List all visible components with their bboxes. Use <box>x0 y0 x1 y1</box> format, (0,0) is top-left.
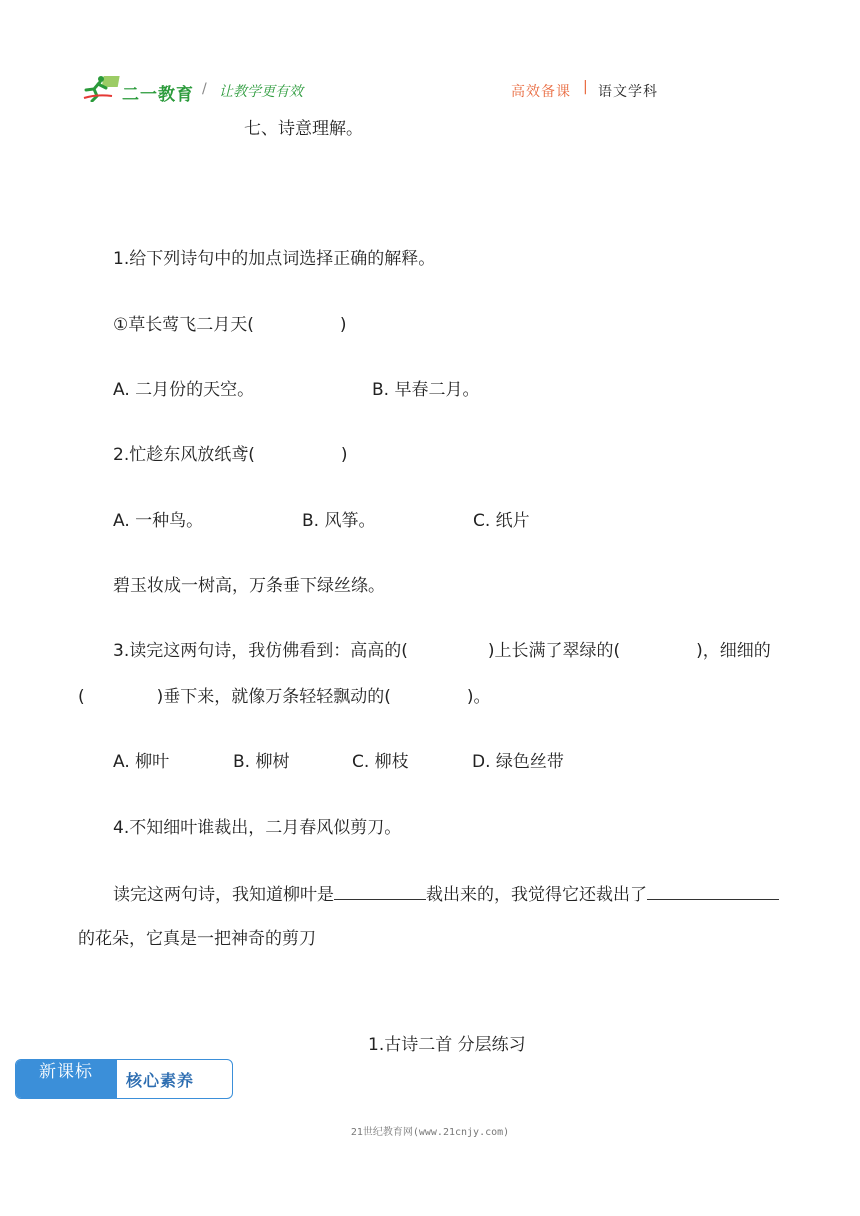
q1-item1-text: ①草长莺飞二月天( <box>113 315 254 335</box>
option-b: B. 柳树 <box>233 752 290 772</box>
header-slash: / <box>202 81 207 97</box>
q3-part6: )。 <box>466 687 491 707</box>
q3-line1 <box>113 639 771 663</box>
q4-part1: 读完这两句诗，我知道柳叶是 <box>113 885 334 905</box>
slogan: 让教学更有效 <box>219 84 303 100</box>
option-a: A. 柳叶 <box>113 752 170 772</box>
option-b: B. 风筝。 <box>302 511 376 531</box>
q4-line2: 的花朵，它真是一把神奇的剪刀 <box>78 929 316 949</box>
q3-part1: 3.读完这两句诗，我仿佛看到：高高的( <box>113 641 408 661</box>
lesson-title: 1.古诗二首 分层练习 <box>368 1035 526 1055</box>
q2-item <box>113 443 348 467</box>
q4-line1 <box>113 881 779 907</box>
q3-part2: )上长满了翠绿的( <box>487 641 621 661</box>
q3-part3: )，细细的 <box>696 641 771 661</box>
answer-underline <box>647 881 779 900</box>
badge-core-literacy: 核心素养 <box>126 1071 195 1090</box>
option-c: C. 柳枝 <box>352 752 409 772</box>
option-a: A. 一种鸟。 <box>113 511 204 531</box>
option-b: B. 早春二月。 <box>372 380 480 400</box>
poem-line: 碧玉妆成一树高，万条垂下绿丝绦。 <box>113 576 385 596</box>
option-c: C. 纸片 <box>473 511 530 531</box>
q3-part4: ( <box>78 687 85 707</box>
q1-item1 <box>113 313 347 337</box>
answer-underline <box>334 881 426 900</box>
runner-logo-icon <box>82 74 124 102</box>
q2-item-close: ) <box>340 445 348 465</box>
q3-line2 <box>78 685 491 709</box>
section-title: 七、诗意理解。 <box>244 119 363 139</box>
header-separator: | <box>583 79 588 95</box>
q4-part2: 裁出来的，我觉得它还裁出了 <box>426 885 647 905</box>
q1-prompt: 1.给下列诗句中的加点词选择正确的解释。 <box>113 249 436 269</box>
q3-part5: )垂下来，就像万条轻轻飘动的( <box>156 687 391 707</box>
q2-item-text: 2.忙趁东风放纸鸢( <box>113 445 255 465</box>
source-footer: 21世纪教育网(www.21cnjy.com) <box>350 1127 510 1138</box>
option-d: D. 绿色丝带 <box>472 752 564 772</box>
tag-efficient-prep: 高效备课 <box>511 84 571 100</box>
brand-name: 二一教育 <box>122 85 194 105</box>
curriculum-badge <box>15 1059 233 1099</box>
q1-item1-close: ) <box>339 315 347 335</box>
q4-prompt: 4.不知细叶谁裁出，二月春风似剪刀。 <box>113 818 402 838</box>
badge-new-standard: 新课标 <box>16 1060 117 1099</box>
option-a: A. 二月份的天空。 <box>113 380 255 400</box>
tag-subject: 语文学科 <box>598 84 658 100</box>
